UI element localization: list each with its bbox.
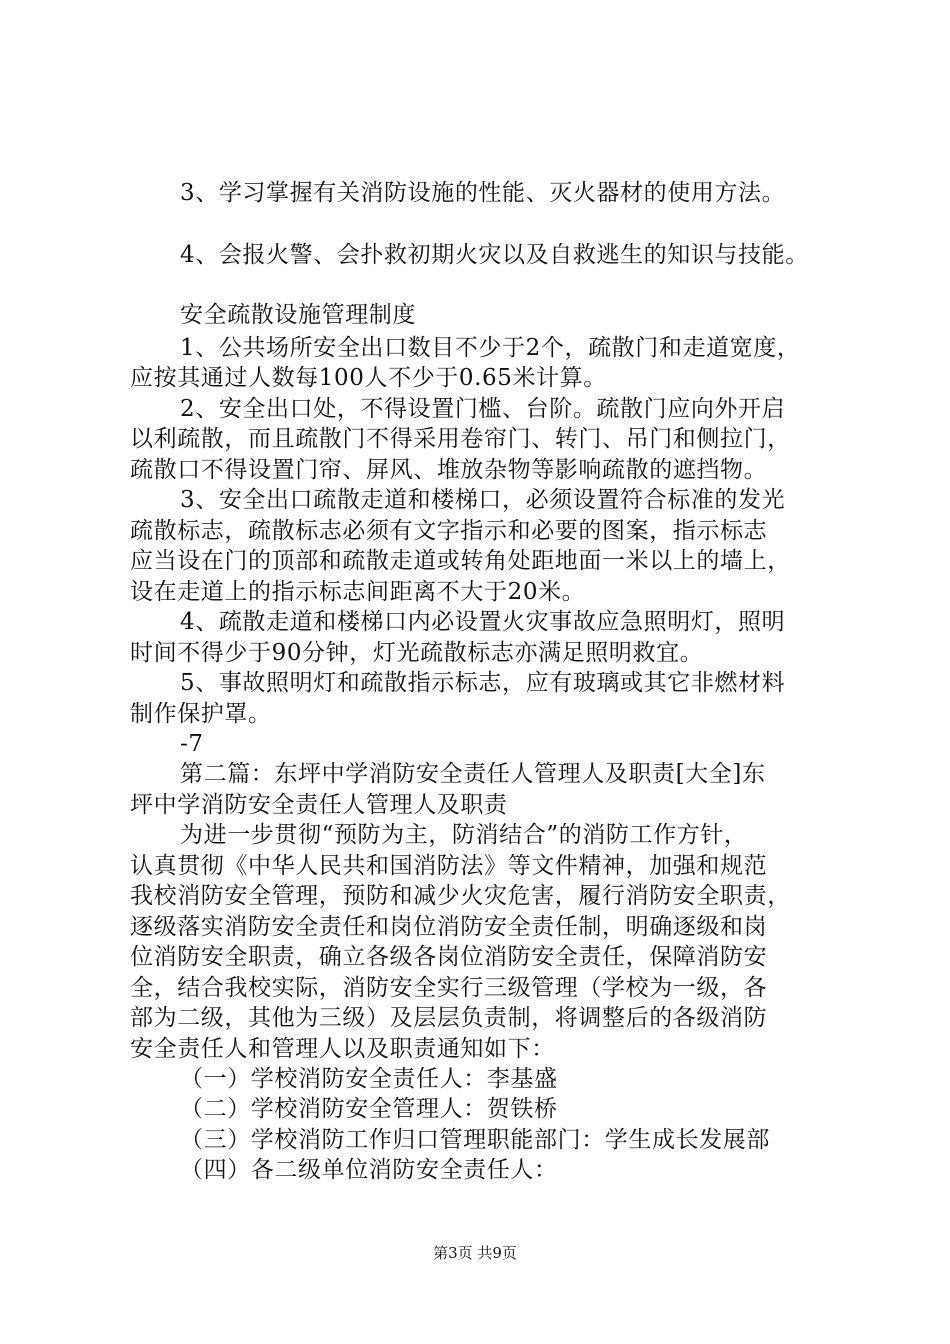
text-line: 应按其通过人数每100人不少于0.65米计算。	[130, 365, 607, 391]
text-line: 5、事故照明灯和疏散指示标志，应有玻璃或其它非燃材料	[180, 670, 786, 696]
text-line: 1、公共场所安全出口数目不少于2个，疏散门和走道宽度，	[180, 335, 801, 361]
chapter-title-continued: 坪中学消防安全责任人管理人及职责	[130, 792, 508, 818]
text-line: 2、安全出口处，不得设置门槛、台阶。疏散门应向外开启	[180, 396, 786, 422]
text-line: 认真贯彻《中华人民共和国消防法》等文件精神，加强和规范	[130, 853, 768, 879]
text-line: 设在走道上的指示标志间距离不大于20米。	[130, 579, 586, 605]
list-item: （四）各二级单位消防安全责任人：	[180, 1157, 558, 1183]
text-line: 安全责任人和管理人以及职责通知如下：	[130, 1036, 555, 1062]
chapter-title: 第二篇：东坪中学消防安全责任人管理人及职责[大全]东	[180, 761, 766, 787]
text-line: 疏散口不得设置门帘、屏风、堆放杂物等影响疏散的遮挡物。	[130, 457, 768, 483]
list-item: （二）学校消防安全管理人：贺铁桥	[180, 1096, 558, 1122]
page-marker: -7	[180, 731, 204, 757]
text-line: 位消防安全职责，确立各级各岗位消防安全责任，保障消防安	[130, 944, 768, 970]
text-line: 以利疏散，而且疏散门不得采用卷帘门、转门、吊门和侧拉门，	[130, 426, 791, 452]
section-heading: 安全疏散设施管理制度	[180, 302, 416, 328]
text-line: 部为二级，其他为三级）及层层负责制，将调整后的各级消防	[130, 1005, 768, 1031]
text-line: 全，结合我校实际，消防安全实行三级管理（学校为一级，各	[130, 975, 768, 1001]
text-line: 逐级落实消防安全责任和岗位消防安全责任制，明确逐级和岗	[130, 914, 768, 940]
list-item: （一）学校消防安全责任人：李基盛	[180, 1066, 558, 1092]
text-line: 3、学习掌握有关消防设施的性能、灭火器材的使用方法。	[180, 180, 786, 206]
text-line: 应当设在门的顶部和疏散走道或转角处距地面一米以上的墙上，	[130, 548, 791, 574]
page-footer: 第3页 共9页	[433, 1244, 517, 1262]
text-line: 3、安全出口疏散走道和楼梯口，必须设置符合标准的发光	[180, 487, 786, 513]
text-line: 为进一步贯彻“预防为主，防消结合”的消防工作方针，	[180, 822, 748, 848]
text-line: 时间不得少于90分钟，灯光疏散标志亦满足照明救宜。	[130, 640, 704, 666]
text-line: 我校消防安全管理，预防和减少火灾危害，履行消防安全职责，	[130, 883, 791, 909]
text-line: 制作保护罩。	[130, 701, 272, 727]
text-line: 4、会报火警、会扑救初期火灾以及自救逃生的知识与技能。	[180, 242, 809, 268]
list-item: （三）学校消防工作归口管理职能部门：学生成长发展部	[180, 1127, 770, 1153]
text-line: 4、疏散走道和楼梯口内必设置火灾事故应急照明灯，照明	[180, 609, 786, 635]
text-line: 疏散标志，疏散标志必须有文字指示和必要的图案，指示标志	[130, 518, 768, 544]
